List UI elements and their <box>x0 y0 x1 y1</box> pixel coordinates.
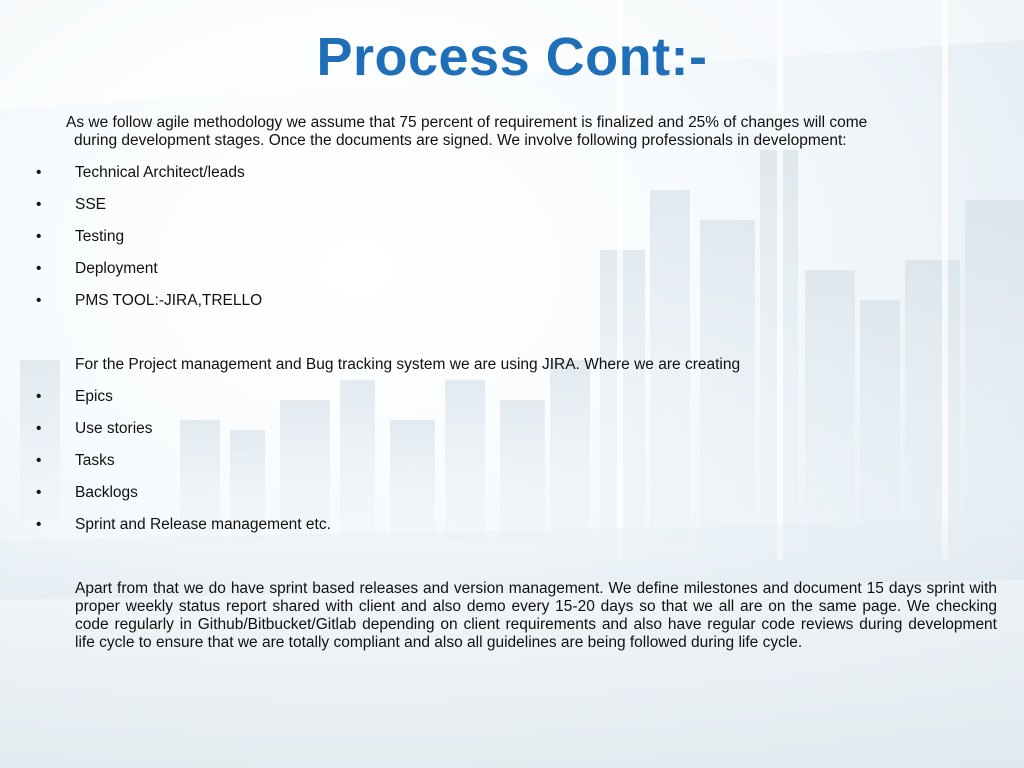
bullet: • <box>36 388 42 405</box>
list-item-text: Tasks <box>75 452 115 469</box>
list-item-text: Technical Architect/leads <box>75 164 245 181</box>
list-item-text: Deployment <box>75 260 158 277</box>
bullet: • <box>36 420 42 437</box>
bullet: • <box>36 164 42 181</box>
slide-title: Process Cont:- <box>316 27 708 87</box>
jira-intro-text: For the Project management and Bug tracking system we are using JIRA. Where we are creating <box>75 356 741 373</box>
intro-line-1: As we follow agile methodology we assume that 75 percent of requirement is finalized and 25% of changes will come <box>66 114 868 131</box>
bullet: • <box>36 484 42 501</box>
list-item-text: Epics <box>75 388 113 405</box>
list-item-text: Testing <box>75 228 125 245</box>
bullet: • <box>36 292 42 309</box>
closing-paragraph: Apart from that we do have sprint based releases and version management. We define milestones and document 15 days sprint with proper weekly status report shared with client and also demo every 15-20 days so that we all are on the same page. We checking code regularly in Github/Bitbucket/Gitlab depending on client requirements and also have regular code reviews during development life cycle to ensure that we are totally compliant and also all guidelines are being followed during life cycle. <box>75 580 997 651</box>
bullet: • <box>36 196 42 213</box>
list-item-text: Use stories <box>75 420 153 437</box>
intro-line-2: during development stages. Once the documents are signed. We involve following professionals in development: <box>74 132 847 149</box>
list-item-text: SSE <box>75 196 107 213</box>
list-item-text: Sprint and Release management etc. <box>75 516 331 533</box>
list-item-text: PMS TOOL:-JIRA,TRELLO <box>75 292 263 309</box>
intro-paragraph <box>66 114 966 150</box>
list-item-text: Backlogs <box>75 484 138 501</box>
bullet: • <box>36 260 42 277</box>
bullet: • <box>36 452 42 469</box>
bullet: • <box>36 516 42 533</box>
bullet: • <box>36 228 42 245</box>
